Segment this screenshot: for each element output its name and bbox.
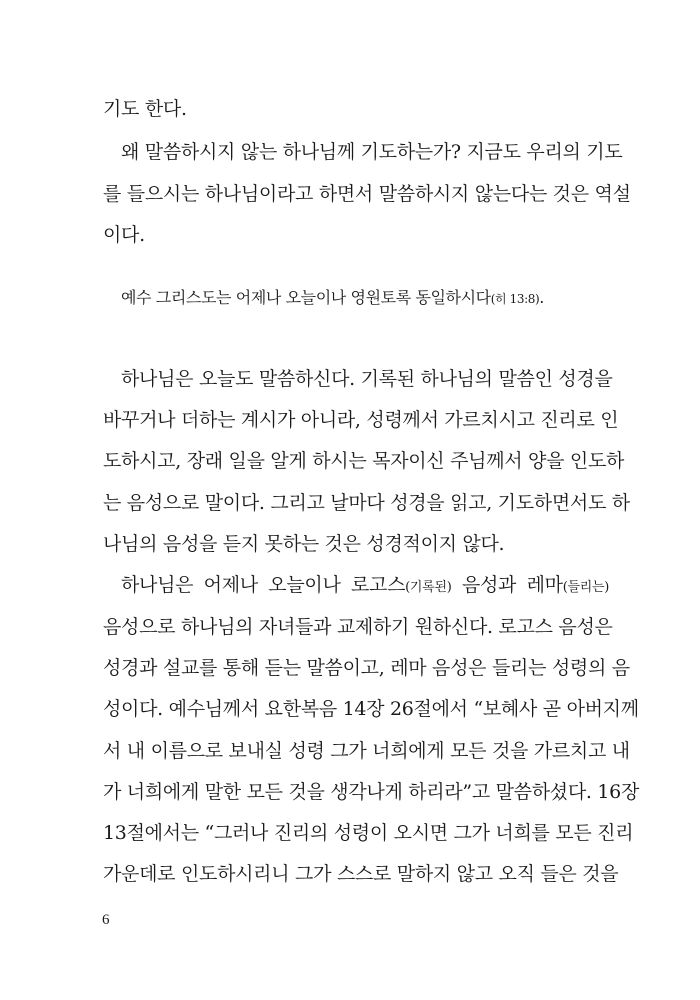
- body-text-line: 하나님은 오늘도 말씀하신다. 기록된 하나님의 말씀인 성경을: [121, 368, 613, 390]
- body-text-line: 13절에서는 “그러나 진리의 성령이 오시면 그가 너희를 모든 진리: [103, 822, 634, 844]
- body-text-line: 기도 한다.: [103, 98, 187, 120]
- body-text-line: 성경과 설교를 통해 듣는 말씀이고, 레마 음성은 들리는 성령의 음: [103, 657, 630, 679]
- page-number: 6: [102, 912, 110, 928]
- quote-text: 예수 그리스도는 어제나 오늘이나 영원토록 동일하시다: [121, 288, 491, 307]
- body-text-line: 도하시고, 장래 일을 알게 하시는 목자이신 주님께서 양을 인도하: [103, 450, 625, 472]
- body-text-annotation: (들리는): [562, 580, 610, 595]
- body-text-segment: 음성과 레마: [451, 574, 563, 596]
- body-text-segment: 하나님은 어제나 오늘이나 로고스: [121, 574, 406, 596]
- body-text-line: 바꾸거나 더하는 계시가 아니라, 성령께서 가르치시고 진리로 인: [103, 409, 619, 431]
- body-text-line: 이다.: [103, 224, 145, 246]
- body-text-line: 가운데로 인도하시리니 그가 스스로 말하지 않고 오직 들은 것을: [103, 863, 619, 885]
- body-text-line: 서 내 이름으로 보내실 성령 그가 너희에게 모든 것을 가르치고 내: [103, 740, 630, 762]
- body-text-line: 왜 말씀하시지 않는 하나님께 기도하는가? 지금도 우리의 기도: [121, 141, 623, 163]
- scripture-quote: [121, 287, 544, 310]
- body-text-line: [121, 573, 609, 600]
- body-text-line: 나님의 음성을 듣지 못하는 것은 성경적이지 않다.: [103, 533, 505, 555]
- body-text-line: 성이다. 예수님께서 요한복음 14장 26절에서 “보혜사 곧 아버지께: [103, 698, 639, 720]
- quote-end: .: [539, 288, 544, 307]
- body-text-annotation: (기록된): [405, 580, 452, 595]
- body-text-line: 를 들으시는 하나님이라고 하면서 말씀하시지 않는다는 것은 역설: [103, 183, 631, 205]
- body-text-line: 가 너희에게 말한 모든 것을 생각나게 하리라”고 말씀하셨다. 16장: [103, 781, 639, 803]
- body-text-line: 음성으로 하나님의 자녀들과 교제하기 원하신다. 로고스 음성은: [103, 616, 613, 638]
- quote-reference: (히 13:8): [490, 292, 540, 306]
- body-text-line: 는 음성으로 말이다. 그리고 날마다 성경을 읽고, 기도하면서도 하: [103, 492, 630, 514]
